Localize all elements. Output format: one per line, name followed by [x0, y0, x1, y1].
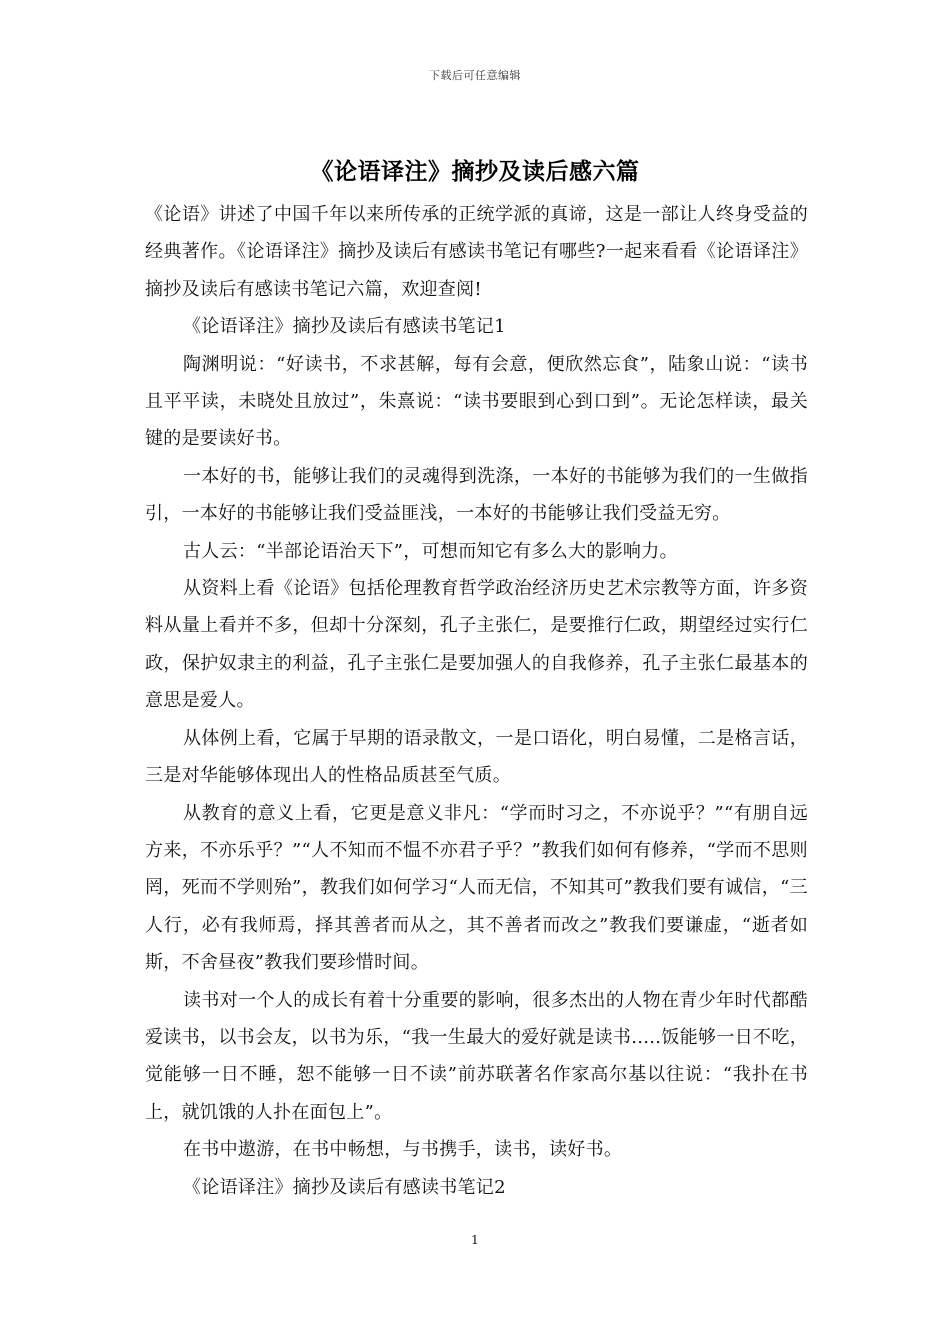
body-paragraph: 陶渊明说：“好读书，不求甚解，每有会意，便欣然忘食”，陆象山说：“读书且平平读，未晓处且放过”，朱熹说：“读书要眼到心到口到”。无论怎样读，最关键的是要读好书。	[145, 353, 808, 450]
body-paragraph: 从体例上看，它属于早期的语录散文，一是口语化，明白易懂，二是格言话，三是对华能够体现出人的性格品质甚至气质。	[145, 727, 808, 787]
intro-paragraph: 《论语》讲述了中国千年以来所传承的正统学派的真谛，这是一部让人终身受益的经典著作。《论语译注》摘抄及读后有感读书笔记有哪些?一起来看看《论语译注》摘抄及读后有感读书笔记六篇，欢迎查阅!	[145, 204, 808, 300]
body-paragraph: 古人云：“半部论语治天下”，可想而知它有多么大的影响力。	[183, 540, 678, 562]
header-note: 下载后可任意编辑	[429, 69, 521, 82]
body-paragraph: 从教育的意义上看，它更是意义非凡：“学而时习之，不亦说乎？”“有朋自远方来，不亦乐乎？”“人不知而不愠不亦君子乎？”教我们如何有修养，“学而不思则罔，死而不学则殆”，教我们如何学习“人而无信，不知其可”教我们要有诚信，“三人行，必有我师焉，择其善者而从之，其不善者而改之”教我们要谦虚，“逝者如斯，不舍昼夜”教我们要珍惜时间。	[145, 802, 808, 974]
document-title: 《论语译注》摘抄及读后感六篇	[310, 158, 640, 185]
section-heading-2: 《论语译注》摘抄及读后有感读书笔记2	[183, 1176, 506, 1198]
body-paragraph: 读书对一个人的成长有着十分重要的影响，很多杰出的人物在青少年时代都酷爱读书，以书会友，以书为乐，“我一生最大的爱好就是读书.....饭能够一日不吃，觉能够一日不睡，恕不能够一日不读”前苏联著名作家高尔基以往说：“我扑在书上，就饥饿的人扑在面包上”。	[145, 989, 808, 1123]
section-heading-1: 《论语译注》摘抄及读后有感读书笔记1	[183, 316, 506, 338]
page-number: 1	[471, 1233, 479, 1247]
body-paragraph: 从资料上看《论语》包括伦理教育哲学政治经济历史艺术宗教等方面，许多资料从量上看并不多，但却十分深刻，孔子主张仁，是要推行仁政，期望经过实行仁政，保护奴隶主的利益，孔子主张仁是要加强人的自我修养，孔子主张仁最基本的意思是爱人。	[145, 578, 808, 712]
document-body	[145, 196, 808, 1206]
body-paragraph: 在书中遨游，在书中畅想，与书携手，读书，读好书。	[183, 1139, 623, 1161]
body-paragraph: 一本好的书，能够让我们的灵魂得到洗涤，一本好的书能够为我们的一生做指引，一本好的书能够让我们受益匪浅，一本好的书能够让我们受益无穷。	[145, 465, 808, 525]
